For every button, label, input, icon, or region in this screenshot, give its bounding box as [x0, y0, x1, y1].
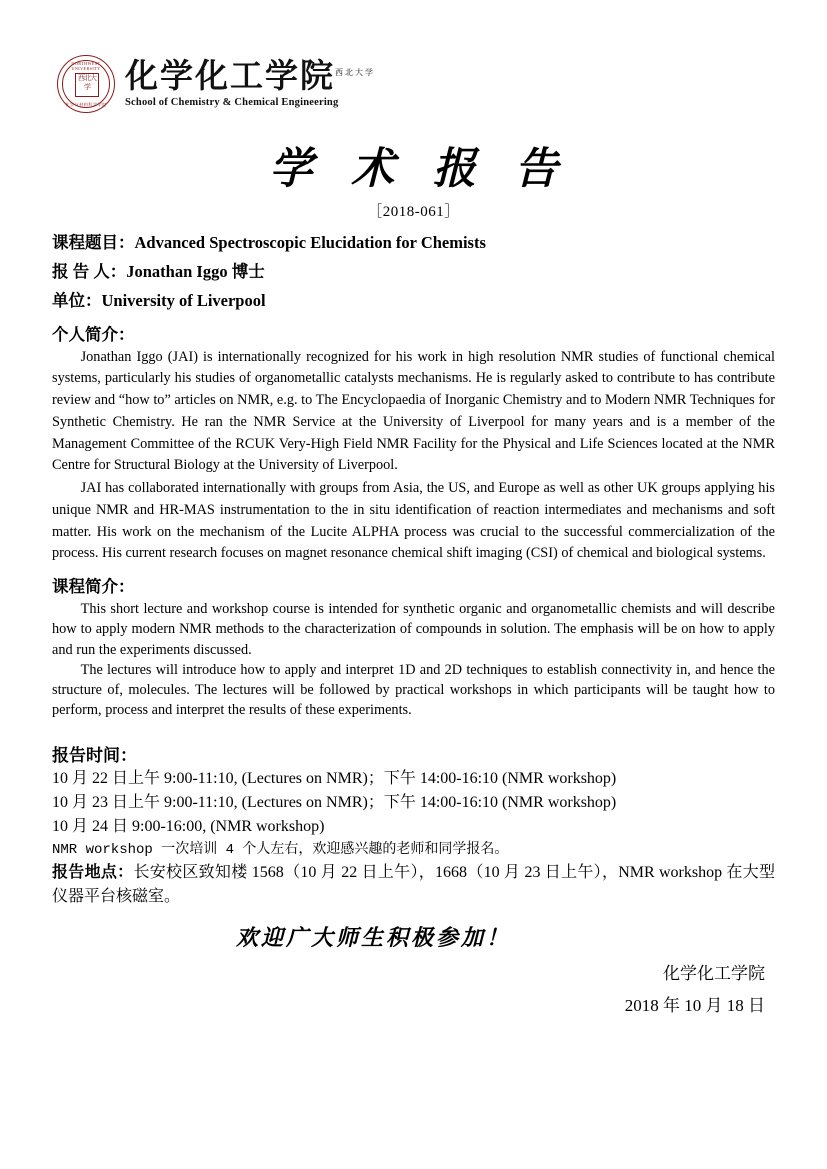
- school-name-cn-main: 化学化工学院: [125, 59, 335, 96]
- page-title: 学 术 报 告: [269, 146, 572, 193]
- schedule-line-2: 10 月 23 日上午 9:00-11:10, (Lectures on NMR)；下午 14:00-16:10 (NMR workshop): [52, 793, 617, 811]
- seal-center-text: 西北大学: [75, 73, 99, 97]
- schedule-heading: 报告时间：: [52, 745, 137, 765]
- venue-label: 报告地点：: [52, 864, 134, 882]
- course-paragraph-1: This short lecture and workshop course is intended for synthetic organic and organometallic chemists and will describe how to apply modern NMR methods to the characterization of compounds in solution. The emphasis will be on how to apply and run the experiments discussed.: [52, 600, 775, 658]
- school-name-en: School of Chemistry & Chemical Engineering: [125, 96, 339, 108]
- course-heading: 课程简介：: [52, 576, 135, 596]
- course-title-value: Advanced Spectroscopic Elucidation for Chemists: [134, 233, 486, 252]
- schedule-line-3: 10 月 24 日 9:00-16:00, (NMR workshop): [52, 817, 325, 835]
- bio-heading: 个人简介：: [52, 324, 135, 344]
- welcome-message: 欢迎广大师生积极参加！: [235, 925, 511, 951]
- field-affiliation: [52, 289, 775, 313]
- letterhead: [57, 55, 775, 113]
- seal-ring-bottom-text: 化学与材料科学学院: [65, 101, 107, 107]
- course-paragraph-2: The lectures will introduce how to apply and interpret 1D and 2D techniques to establish connectivity in, and hence the structure of, molecules. The lectures will be followed by practical workshops in which participants will be taught how to perform, process and interpret the results of these experiments.: [52, 661, 775, 719]
- document-code: ［2018-061］: [367, 204, 460, 220]
- field-speaker: [52, 260, 775, 284]
- venue-value: 长安校区致知楼 1568（10 月 22 日上午），1668（10 月 23 日上午），NMR workshop 在大型仪器平台核磁室。: [52, 864, 775, 906]
- schedule-line-1: 10 月 22 日上午 9:00-11:10, (Lectures on NMR)；下午 14:00-16:10 (NMR workshop): [52, 769, 617, 787]
- letterhead-text: [125, 60, 373, 108]
- affiliation-value: University of Liverpool: [101, 290, 266, 310]
- bio-paragraph-2: JAI has collaborated internationally with groups from Asia, the US, and Europe as well as other UK groups applying his unique NMR and HR-MAS instrumentation to the in situ identification of reaction intermediates and mechanisms and soft matter. His work on the mechanism of the Lucite ALPHA process was crucial to the successful commercialization of the process. His current research focuses on magnet resonance chemical shift imaging (CSI) of chemical and biological systems.: [52, 480, 775, 562]
- school-name-cn: [125, 60, 373, 95]
- signoff: [52, 958, 765, 1023]
- university-seal-icon: [57, 55, 115, 113]
- school-name-cn-sup: 西 北 大 学: [335, 68, 373, 78]
- schedule-note: NMR workshop 一次培训 4 个人左右，欢迎感兴趣的老师和同学报名。: [52, 841, 509, 858]
- speaker-label: 报 告 人：: [52, 261, 127, 281]
- field-course-title: [52, 231, 775, 255]
- venue-line: [52, 861, 775, 909]
- spacer: [52, 721, 775, 737]
- speaker-value: Jonathan Iggo 博士: [126, 261, 265, 281]
- signoff-date: 2018 年 10 月 18 日: [624, 996, 765, 1016]
- course-title-label: 课程题目：: [52, 233, 135, 252]
- signoff-org: 化学化工学院: [663, 964, 765, 984]
- seal-ring-top-text: NORTHWEST UNIVERSITY: [71, 60, 101, 71]
- affiliation-label: 单位：: [52, 290, 102, 310]
- bio-paragraph-1: Jonathan Iggo (JAI) is internationally recognized for his work in high resolution NMR studies of functional chemical systems, particularly his studies of organometallic catalysts mechanisms. He is regularly asked to contribute to has contribute review and “how to” articles on NMR, e.g. to The Encyclopaedia of Inorganic Chemistry and to Modern NMR Techniques for Synthetic Chemistry. He ran the NMR Service at the University of Liverpool for many years and is a member of the Management Committee of the RCUK Very-High Field NMR Facility for the Physical and Life Sciences located at the NMR Centre for Structural Biology at the University of Liverpool.: [52, 348, 775, 474]
